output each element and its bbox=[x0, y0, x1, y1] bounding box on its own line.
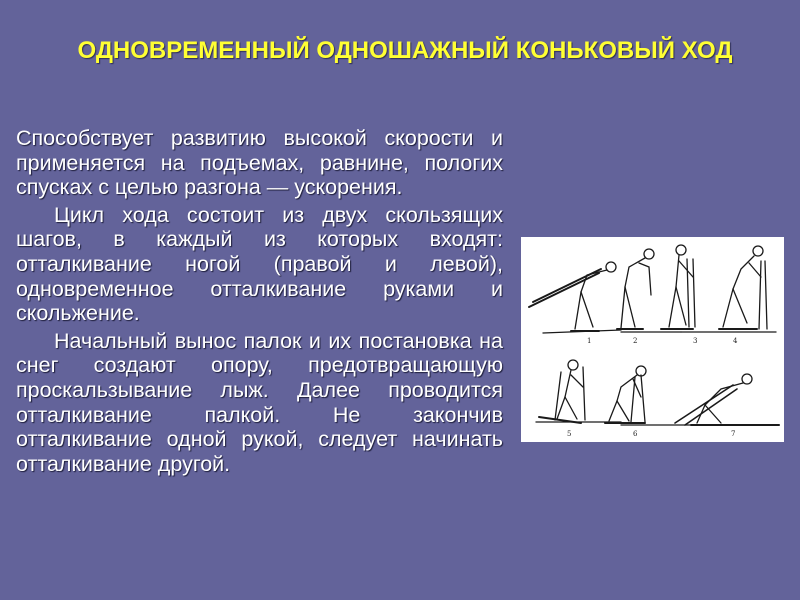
slide-title: ОДНОВРЕМЕННЫЙ ОДНОШАЖНЫЙ КОНЬКОВЫЙ ХОД bbox=[77, 37, 733, 64]
frame-number-5: 5 bbox=[567, 430, 572, 438]
skier-phases-drawing bbox=[521, 237, 784, 442]
frame-number-6: 6 bbox=[633, 430, 638, 438]
frame-number-1: 1 bbox=[587, 337, 592, 345]
frame-number-4: 4 bbox=[733, 337, 738, 345]
paragraph-cycle: Цикл хода состоит из двух скользящих шагов, в каждый из которых входят: отталкивание ногой (правой и левой), одновременное отталкивание руками и скольжение. bbox=[16, 202, 503, 326]
paragraph-intro: Способствует развитию высокой скорости и применяется на подъемах, равнине, пологих спусках с целью разгона — ускорения. bbox=[16, 126, 503, 200]
frame-number-3: 3 bbox=[693, 337, 698, 345]
technique-illustration bbox=[521, 237, 784, 442]
frame-number-2: 2 bbox=[633, 337, 638, 345]
frame-number-7: 7 bbox=[731, 430, 736, 438]
paragraph-technique: Начальный вынос палок и их постановка на снег создают опору, предотвращающую проскальзывание лыж. Далее проводится отталкивание палкой. Не закончив отталкивание одной рукой, следует начинать отталкивание другой. bbox=[16, 328, 503, 476]
body-text bbox=[16, 126, 503, 479]
